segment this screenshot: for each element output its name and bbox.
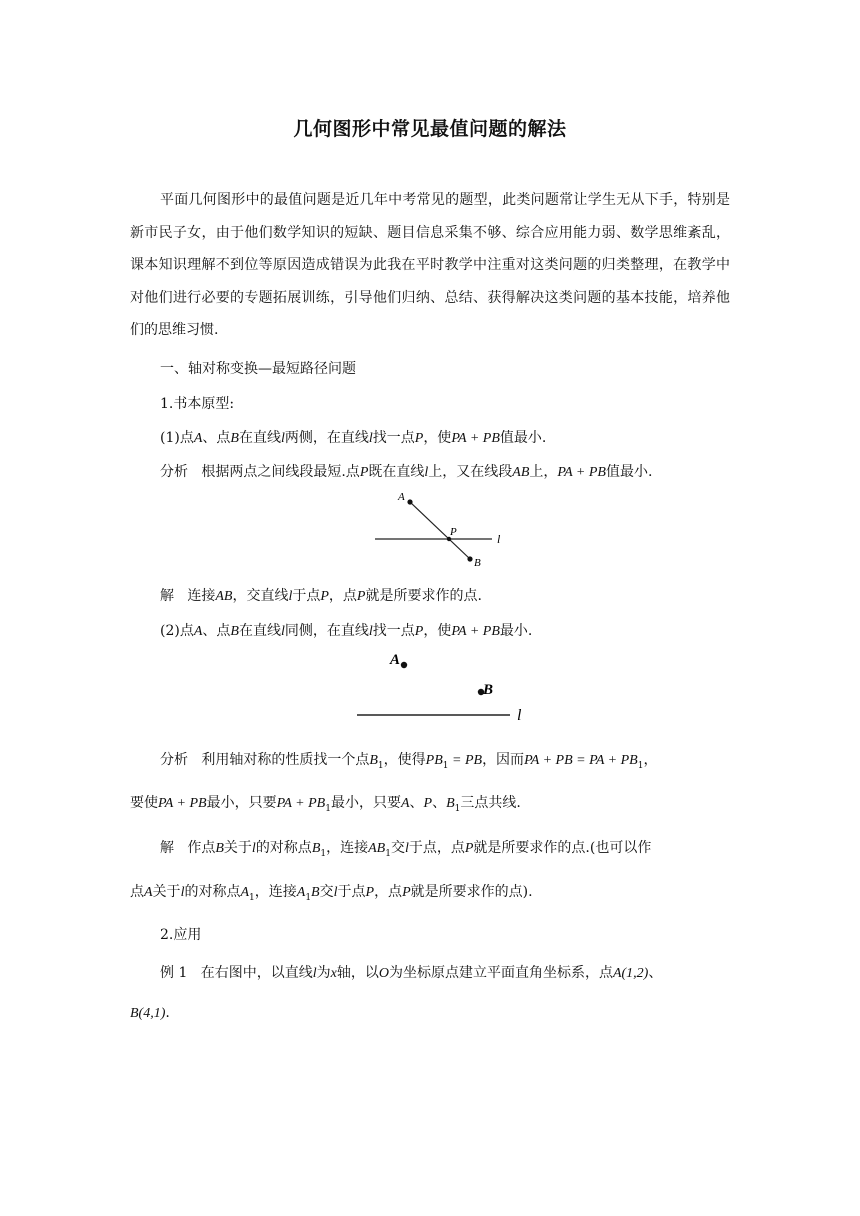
label-l: l bbox=[517, 707, 522, 724]
label-a: A bbox=[390, 652, 401, 668]
solution2-line1: 解 作点B关于l的对称点$B_1$，连接$AB_1$交l于点，点P就是所要求作的点.(也可以作 bbox=[160, 840, 652, 859]
analysis2-line1: 分析 利用轴对称的性质找一个点$B_1$，使得$PB_1$ = PB，因而PA + PB = PA + $PB_1$， bbox=[160, 752, 658, 771]
subheading-application: 2.应用 bbox=[160, 927, 202, 943]
figure-opposite-sides bbox=[370, 486, 520, 572]
document-title: 几何图形中常见最值问题的解法 bbox=[293, 118, 567, 140]
analysis2-line2: 要使PA + PB最小，只要PA + $PB_1$最小，只要A、P、$B_1$三点共线. bbox=[130, 795, 521, 814]
point-a bbox=[407, 499, 412, 504]
label-b: B bbox=[474, 557, 481, 569]
example1-line1: 例 1 在右图中，以直线l为x轴，以O为坐标原点建立平面直角坐标系，点A(1,2)、 bbox=[160, 965, 663, 981]
example1-line2: B(4,1). bbox=[130, 1005, 170, 1021]
point-a bbox=[401, 662, 407, 668]
analysis1: 分析 根据两点之间线段最短.点P既在直线l上，又在线段AB上，PA + PB值最小. bbox=[160, 464, 653, 480]
case2-statement: (2)点A、点B在直线l同侧，在直线l找一点P，使PA + PB最小. bbox=[160, 623, 533, 639]
subheading-textbook-prototype: 1.书本原型: bbox=[160, 396, 235, 412]
solution2-line2: 点A关于l的对称点$A_1$，连接$A_1B$交l于点P，点P就是所要求作的点). bbox=[130, 884, 533, 903]
label-a: A bbox=[398, 491, 405, 503]
point-b bbox=[467, 556, 472, 561]
label-b: B bbox=[483, 682, 494, 698]
segment-ab bbox=[410, 502, 470, 559]
solution1: 解 连接AB，交直线l于点P，点P就是所要求作的点. bbox=[160, 588, 482, 604]
case1-statement: (1)点A、点B在直线l两侧，在直线l找一点P，使PA + PB值最小. bbox=[160, 430, 547, 446]
figure-same-side bbox=[352, 645, 537, 725]
intro-paragraph: 平面几何图形中的最值问题是近几年中考常见的题型，此类问题常让学生无从下手，特别是新市民子女，由于他们数学知识的短缺、题目信息采集不够、综合应用能力弱、数学思维紊乱，课本知识理解不到位等原因造成错误为此我在平时教学中注重对这类问题的归类整理，在教学中对他们进行必要的专题拓展训练，引导他们归纳、总结、获得解决这类问题的基本技能，培养他们的思维习惯. bbox=[130, 192, 730, 338]
section-heading-1: 一、轴对称变换—最短路径问题 bbox=[160, 361, 356, 377]
label-p: P bbox=[450, 526, 457, 538]
label-l: l bbox=[497, 532, 501, 546]
